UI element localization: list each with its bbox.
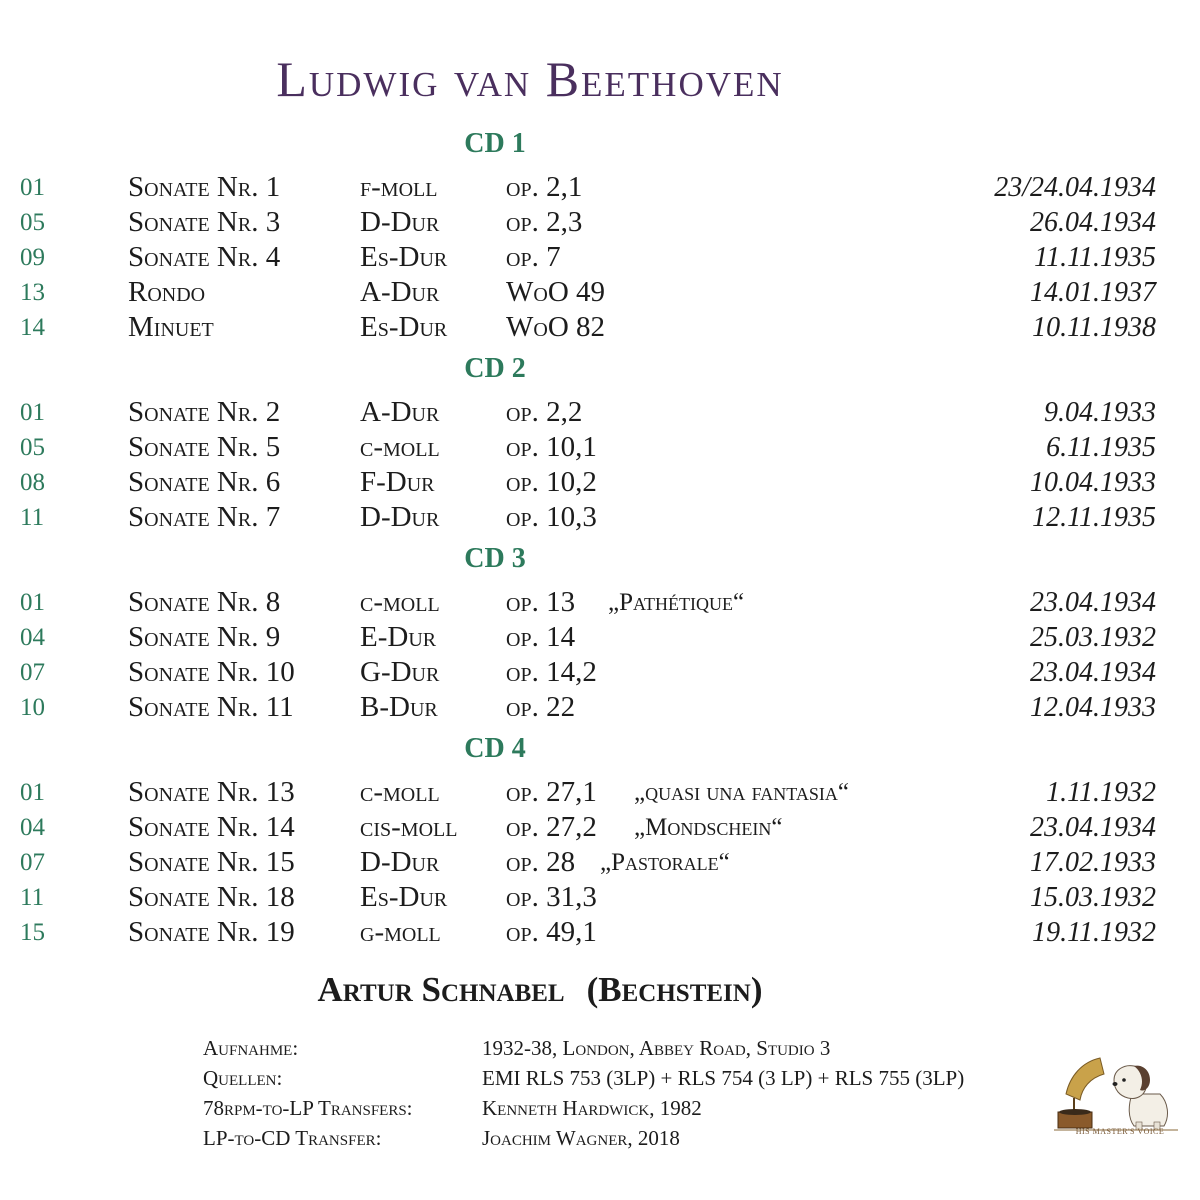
track-number: 01 bbox=[20, 399, 45, 426]
track-key: Es-Dur bbox=[360, 881, 448, 913]
track-key: Es-Dur bbox=[360, 241, 448, 273]
cd-heading: CD 4 bbox=[464, 733, 526, 764]
track-key: f-moll bbox=[360, 171, 438, 203]
track-nickname: „quasi una fantasia“ bbox=[634, 779, 849, 806]
track-number: 14 bbox=[20, 314, 45, 341]
track-opus: op. 14,2 bbox=[506, 656, 597, 688]
artist-name: Artur Schnabel bbox=[317, 970, 565, 1009]
cd-heading: CD 2 bbox=[464, 353, 526, 384]
track-work: Sonate Nr. 14 bbox=[128, 811, 295, 843]
track-opus: WoO 49 bbox=[506, 276, 606, 308]
track-row bbox=[0, 620, 1200, 655]
track-work: Sonate Nr. 11 bbox=[128, 691, 294, 723]
track-date: 6.11.1935 bbox=[1046, 432, 1156, 463]
credit-label: Aufnahme: bbox=[203, 1036, 299, 1060]
album-title: Ludwig van Beethoven bbox=[276, 51, 784, 107]
track-opus: op. 22 bbox=[506, 691, 576, 723]
track-opus: op. 49,1 bbox=[506, 916, 597, 948]
track-date: 23/24.04.1934 bbox=[994, 172, 1156, 203]
track-key: B-Dur bbox=[360, 691, 438, 723]
track-row bbox=[0, 690, 1200, 725]
track-opus: op. 10,3 bbox=[506, 501, 597, 533]
track-row bbox=[0, 775, 1200, 810]
track-opus: op. 27,1 bbox=[506, 776, 597, 808]
track-work: Sonate Nr. 4 bbox=[128, 241, 281, 273]
track-opus: op. 31,3 bbox=[506, 881, 597, 913]
track-date: 12.04.1933 bbox=[1030, 692, 1156, 723]
cd-heading: CD 1 bbox=[464, 128, 526, 159]
track-opus: op. 27,2 bbox=[506, 811, 597, 843]
track-row bbox=[0, 810, 1200, 845]
track-work: Sonate Nr. 18 bbox=[128, 881, 295, 913]
track-key: F-Dur bbox=[360, 466, 435, 498]
track-date: 11.11.1935 bbox=[1034, 242, 1156, 273]
credit-value: EMI RLS 753 (3LP) + RLS 754 (3 LP) + RLS 755 (3LP) bbox=[482, 1066, 965, 1090]
credit-row bbox=[0, 1033, 1200, 1063]
track-key: E-Dur bbox=[360, 621, 437, 653]
track-opus: op. 14 bbox=[506, 621, 576, 653]
track-work: Sonate Nr. 8 bbox=[128, 586, 281, 618]
track-date: 15.03.1932 bbox=[1030, 882, 1156, 913]
track-number: 01 bbox=[20, 589, 45, 616]
track-key: A-Dur bbox=[360, 396, 440, 428]
track-key: c-moll bbox=[360, 431, 440, 463]
track-date: 10.11.1938 bbox=[1032, 312, 1156, 343]
track-number: 04 bbox=[20, 814, 45, 841]
track-date: 23.04.1934 bbox=[1030, 657, 1156, 688]
cd-heading: CD 3 bbox=[464, 543, 526, 574]
track-number: 05 bbox=[20, 209, 45, 236]
credit-value: Kenneth Hardwick, 1982 bbox=[482, 1096, 702, 1120]
track-date: 23.04.1934 bbox=[1030, 587, 1156, 618]
track-row bbox=[0, 655, 1200, 690]
track-number: 01 bbox=[20, 174, 45, 201]
credit-row bbox=[0, 1063, 1200, 1093]
track-key: c-moll bbox=[360, 586, 440, 618]
track-row bbox=[0, 430, 1200, 465]
track-nickname: „Pastorale“ bbox=[600, 849, 730, 876]
track-work: Sonate Nr. 9 bbox=[128, 621, 281, 653]
track-work: Sonate Nr. 19 bbox=[128, 916, 295, 948]
track-number: 13 bbox=[20, 279, 45, 306]
track-number: 09 bbox=[20, 244, 45, 271]
track-date: 1.11.1932 bbox=[1046, 777, 1156, 808]
credit-row bbox=[0, 1123, 1200, 1153]
track-key: G-Dur bbox=[360, 656, 440, 688]
track-opus: WoO 82 bbox=[506, 311, 606, 343]
track-key: D-Dur bbox=[360, 501, 440, 533]
track-work: Sonate Nr. 1 bbox=[128, 171, 281, 203]
track-row bbox=[0, 585, 1200, 620]
track-date: 19.11.1932 bbox=[1032, 917, 1156, 948]
track-row bbox=[0, 395, 1200, 430]
track-number: 08 bbox=[20, 469, 45, 496]
track-row bbox=[0, 880, 1200, 915]
track-work: Sonate Nr. 3 bbox=[128, 206, 281, 238]
track-nickname: „Pathétique“ bbox=[608, 589, 745, 616]
track-key: Es-Dur bbox=[360, 311, 448, 343]
track-number: 15 bbox=[20, 919, 45, 946]
track-work: Sonate Nr. 15 bbox=[128, 846, 295, 878]
track-opus: op. 10,1 bbox=[506, 431, 597, 463]
track-work: Sonate Nr. 2 bbox=[128, 396, 281, 428]
track-row bbox=[0, 240, 1200, 275]
track-key: D-Dur bbox=[360, 206, 440, 238]
track-key: cis-moll bbox=[360, 811, 458, 843]
track-number: 11 bbox=[20, 884, 45, 911]
credit-value: Joachim Wagner, 2018 bbox=[482, 1126, 680, 1150]
track-opus: op. 2,3 bbox=[506, 206, 583, 238]
track-row bbox=[0, 465, 1200, 500]
track-number: 04 bbox=[20, 624, 45, 651]
track-number: 05 bbox=[20, 434, 45, 461]
track-date: 14.01.1937 bbox=[1030, 277, 1156, 308]
track-number: 10 bbox=[20, 694, 45, 721]
track-opus: op. 28 bbox=[506, 846, 576, 878]
track-opus: op. 10,2 bbox=[506, 466, 597, 498]
credit-label: LP-to-CD Transfer: bbox=[203, 1126, 382, 1150]
track-date: 26.04.1934 bbox=[1030, 207, 1156, 238]
track-work: Sonate Nr. 7 bbox=[128, 501, 281, 533]
track-date: 23.04.1934 bbox=[1030, 812, 1156, 843]
track-date: 12.11.1935 bbox=[1032, 502, 1156, 533]
track-date: 10.04.1933 bbox=[1030, 467, 1156, 498]
credit-row bbox=[0, 1093, 1200, 1123]
track-row bbox=[0, 205, 1200, 240]
track-number: 01 bbox=[20, 779, 45, 806]
track-work: Sonate Nr. 6 bbox=[128, 466, 281, 498]
track-row bbox=[0, 500, 1200, 535]
track-number: 07 bbox=[20, 849, 45, 876]
track-row bbox=[0, 915, 1200, 950]
track-work: Sonate Nr. 5 bbox=[128, 431, 281, 463]
track-date: 17.02.1933 bbox=[1030, 847, 1156, 878]
track-work: Sonate Nr. 10 bbox=[128, 656, 295, 688]
track-key: g-moll bbox=[360, 916, 441, 948]
track-work: Minuet bbox=[128, 311, 214, 343]
artist-line bbox=[0, 970, 1080, 1010]
track-opus: op. 7 bbox=[506, 241, 561, 273]
track-opus: op. 2,2 bbox=[506, 396, 583, 428]
track-key: D-Dur bbox=[360, 846, 440, 878]
track-opus: op. 2,1 bbox=[506, 171, 583, 203]
track-row bbox=[0, 310, 1200, 345]
track-work: Sonate Nr. 13 bbox=[128, 776, 295, 808]
track-date: 9.04.1933 bbox=[1044, 397, 1156, 428]
track-date: 25.03.1932 bbox=[1030, 622, 1156, 653]
logo-caption: HIS MASTER'S VOICE bbox=[1075, 1127, 1165, 1136]
credit-label: Quellen: bbox=[203, 1066, 283, 1090]
track-key: c-moll bbox=[360, 776, 440, 808]
track-number: 07 bbox=[20, 659, 45, 686]
track-row bbox=[0, 170, 1200, 205]
artist-instrument: (Bechstein) bbox=[586, 970, 763, 1009]
track-nickname: „Mondschein“ bbox=[634, 814, 783, 841]
credit-value: 1932-38, London, Abbey Road, Studio 3 bbox=[482, 1036, 831, 1060]
track-key: A-Dur bbox=[360, 276, 440, 308]
credit-label: 78rpm-to-LP Transfers: bbox=[203, 1096, 413, 1120]
track-work: Rondo bbox=[128, 276, 206, 308]
track-opus: op. 13 bbox=[506, 586, 576, 618]
track-row bbox=[0, 845, 1200, 880]
track-number: 11 bbox=[20, 504, 45, 531]
track-row bbox=[0, 275, 1200, 310]
